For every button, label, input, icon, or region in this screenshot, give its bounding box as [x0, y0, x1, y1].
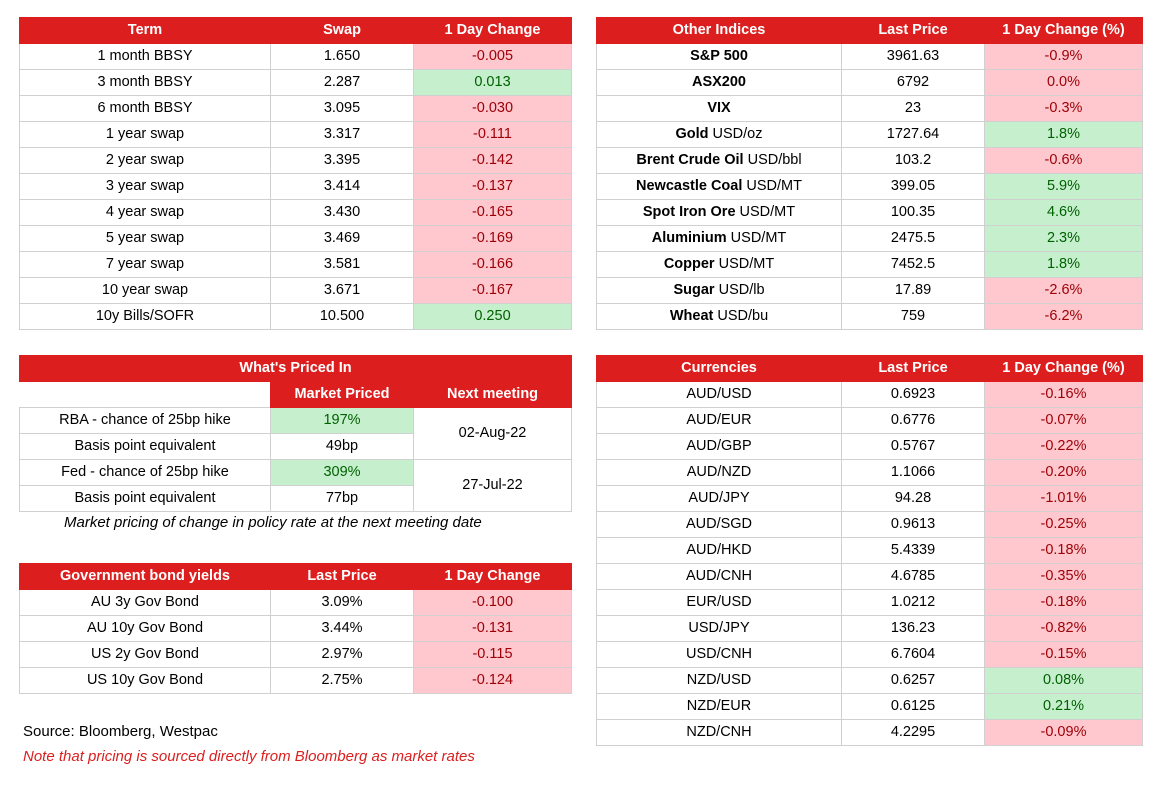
- price-cell: 4.6785: [842, 564, 985, 590]
- change-cell: -0.100: [414, 590, 572, 616]
- table-header-row: [597, 18, 1143, 44]
- change-cell: 4.6%: [985, 200, 1143, 226]
- price-cell: 5.4339: [842, 538, 985, 564]
- table-row: [597, 174, 1143, 200]
- swap-cell: 10.500: [271, 304, 414, 330]
- swap-cell: 3.317: [271, 122, 414, 148]
- index-name: Spot Iron Ore: [642, 204, 736, 220]
- change-cell: -0.20%: [985, 460, 1143, 486]
- price-cell: 1.0212: [842, 590, 985, 616]
- index-name-cell: [597, 226, 842, 252]
- table-row: [597, 512, 1143, 538]
- swap-cell: 2.287: [271, 70, 414, 96]
- table-row: [597, 226, 1143, 252]
- change-cell: -0.18%: [985, 538, 1143, 564]
- term-cell: 1 year swap: [20, 122, 271, 148]
- price-cell: 3.44%: [271, 616, 414, 642]
- table-row: [20, 174, 572, 200]
- column-header: Term: [20, 18, 271, 44]
- table-row: [20, 148, 572, 174]
- table-row: [597, 694, 1143, 720]
- currency-pair-cell: NZD/USD: [597, 668, 842, 694]
- column-header: 1 Day Change: [414, 564, 572, 590]
- change-cell: -0.18%: [985, 590, 1143, 616]
- change-cell: -0.005: [414, 44, 572, 70]
- bond-name-cell: AU 10y Gov Bond: [20, 616, 271, 642]
- currency-pair-cell: USD/JPY: [597, 616, 842, 642]
- table-header-row: [20, 382, 572, 408]
- change-cell: -0.115: [414, 642, 572, 668]
- swap-cell: 3.469: [271, 226, 414, 252]
- index-unit: USD/MT: [735, 204, 796, 220]
- price-cell: 0.6923: [842, 382, 985, 408]
- column-header: Government bond yields: [20, 564, 271, 590]
- index-unit: USD/MT: [714, 256, 775, 272]
- term-cell: 6 month BBSY: [20, 96, 271, 122]
- table-row: [20, 278, 572, 304]
- change-cell: -0.131: [414, 616, 572, 642]
- table-row: [20, 590, 572, 616]
- change-cell: -2.6%: [985, 278, 1143, 304]
- index-unit: USD/MT: [742, 178, 802, 194]
- change-cell: -0.169: [414, 226, 572, 252]
- currency-pair-cell: NZD/CNH: [597, 720, 842, 746]
- source-note: Source: Bloomberg, Westpac: [23, 723, 218, 740]
- table-row: [597, 382, 1143, 408]
- price-cell: 1.1066: [842, 460, 985, 486]
- index-unit: USD/oz: [708, 126, 763, 142]
- table-row: [20, 460, 572, 486]
- table-row: [20, 616, 572, 642]
- index-name-cell: [597, 278, 842, 304]
- price-cell: 2.75%: [271, 668, 414, 694]
- table-row: [597, 720, 1143, 746]
- term-cell: 5 year swap: [20, 226, 271, 252]
- priced-in-note: Market pricing of change in policy rate at the next meeting date: [64, 514, 482, 531]
- table-row: [597, 122, 1143, 148]
- disclaimer-note: Note that pricing is sourced directly from Bloomberg as market rates: [23, 748, 475, 765]
- table-header-row: [20, 564, 572, 590]
- table-row: [597, 70, 1143, 96]
- currency-pair-cell: AUD/GBP: [597, 434, 842, 460]
- row-label: RBA - chance of 25bp hike: [20, 408, 271, 434]
- priced-in-title: What's Priced In: [20, 356, 572, 382]
- swap-cell: 3.395: [271, 148, 414, 174]
- price-cell: 0.9613: [842, 512, 985, 538]
- currency-pair-cell: AUD/HKD: [597, 538, 842, 564]
- currency-pair-cell: AUD/CNH: [597, 564, 842, 590]
- index-name: Wheat: [669, 308, 714, 324]
- change-cell: 0.250: [414, 304, 572, 330]
- currency-pair-cell: AUD/JPY: [597, 486, 842, 512]
- table-row: [597, 200, 1143, 226]
- column-header-market-priced: Market Priced: [271, 382, 414, 408]
- table-row: [597, 590, 1143, 616]
- change-cell: -0.82%: [985, 616, 1143, 642]
- index-name: Gold: [675, 126, 709, 142]
- change-cell: -0.166: [414, 252, 572, 278]
- change-cell: -0.167: [414, 278, 572, 304]
- index-unit: USD/bu: [713, 308, 769, 324]
- table-row: [20, 226, 572, 252]
- change-cell: -0.137: [414, 174, 572, 200]
- table-header-row: [597, 356, 1143, 382]
- index-unit: USD/lb: [714, 282, 765, 298]
- market-priced-value: 197%: [271, 408, 414, 434]
- currency-pair-cell: AUD/NZD: [597, 460, 842, 486]
- price-cell: 3.09%: [271, 590, 414, 616]
- index-name: ASX200: [691, 74, 746, 90]
- change-cell: -0.35%: [985, 564, 1143, 590]
- change-cell: -0.09%: [985, 720, 1143, 746]
- table-row: [20, 252, 572, 278]
- index-name-cell: [597, 70, 842, 96]
- bond-name-cell: AU 3y Gov Bond: [20, 590, 271, 616]
- table-row: [20, 122, 572, 148]
- change-cell: -0.3%: [985, 96, 1143, 122]
- index-name: Sugar: [673, 282, 715, 298]
- swap-cell: 3.430: [271, 200, 414, 226]
- change-cell: -0.6%: [985, 148, 1143, 174]
- currency-pair-cell: USD/CNH: [597, 642, 842, 668]
- rba-next-meeting: 02-Aug-22: [414, 408, 572, 460]
- column-header: Last Price: [271, 564, 414, 590]
- bond-name-cell: US 2y Gov Bond: [20, 642, 271, 668]
- market-priced-value: 49bp: [271, 434, 414, 460]
- price-cell: 136.23: [842, 616, 985, 642]
- term-cell: 2 year swap: [20, 148, 271, 174]
- table-row: [597, 616, 1143, 642]
- table-row: [597, 96, 1143, 122]
- change-cell: 0.21%: [985, 694, 1143, 720]
- change-cell: -0.25%: [985, 512, 1143, 538]
- change-cell: 0.08%: [985, 668, 1143, 694]
- change-cell: -0.07%: [985, 408, 1143, 434]
- index-name-cell: [597, 200, 842, 226]
- change-cell: -0.142: [414, 148, 572, 174]
- change-cell: -1.01%: [985, 486, 1143, 512]
- price-cell: 0.6257: [842, 668, 985, 694]
- table-row: [20, 304, 572, 330]
- change-cell: -0.165: [414, 200, 572, 226]
- term-cell: 10 year swap: [20, 278, 271, 304]
- market-priced-value: 77bp: [271, 486, 414, 512]
- price-cell: 2475.5: [842, 226, 985, 252]
- market-priced-value: 309%: [271, 460, 414, 486]
- column-header: Last Price: [842, 18, 985, 44]
- term-cell: 1 month BBSY: [20, 44, 271, 70]
- index-name: Brent Crude Oil: [636, 152, 744, 168]
- table-title-row: [20, 356, 572, 382]
- change-cell: -0.111: [414, 122, 572, 148]
- index-name: Aluminium: [651, 230, 727, 246]
- index-name-cell: [597, 148, 842, 174]
- price-cell: 4.2295: [842, 720, 985, 746]
- change-cell: 5.9%: [985, 174, 1143, 200]
- table-row: [597, 564, 1143, 590]
- currency-pair-cell: EUR/USD: [597, 590, 842, 616]
- currency-pair-cell: NZD/EUR: [597, 694, 842, 720]
- table-row: [597, 408, 1143, 434]
- term-cell: 10y Bills/SOFR: [20, 304, 271, 330]
- table-row: [597, 668, 1143, 694]
- table-row: [20, 96, 572, 122]
- swap-cell: 1.650: [271, 44, 414, 70]
- index-name-cell: [597, 174, 842, 200]
- table-header-row: [20, 18, 572, 44]
- row-label: Basis point equivalent: [20, 434, 271, 460]
- fed-next-meeting: 27-Jul-22: [414, 460, 572, 512]
- price-cell: 94.28: [842, 486, 985, 512]
- price-cell: 399.05: [842, 174, 985, 200]
- row-label: Fed - chance of 25bp hike: [20, 460, 271, 486]
- table-row: [597, 304, 1143, 330]
- index-unit: USD/MT: [726, 230, 787, 246]
- change-cell: -0.9%: [985, 44, 1143, 70]
- price-cell: 23: [842, 96, 985, 122]
- swap-cell: 3.671: [271, 278, 414, 304]
- change-cell: 1.8%: [985, 122, 1143, 148]
- table-row: [597, 44, 1143, 70]
- change-cell: -0.15%: [985, 642, 1143, 668]
- table-row: [20, 668, 572, 694]
- index-name-cell: [597, 304, 842, 330]
- term-cell: 7 year swap: [20, 252, 271, 278]
- column-header: Other Indices: [597, 18, 842, 44]
- term-cell: 3 month BBSY: [20, 70, 271, 96]
- index-unit: USD/bbl: [743, 152, 802, 168]
- currency-pair-cell: AUD/USD: [597, 382, 842, 408]
- bond-name-cell: US 10y Gov Bond: [20, 668, 271, 694]
- currency-pair-cell: AUD/EUR: [597, 408, 842, 434]
- whats-priced-in-table: [19, 355, 572, 512]
- currency-pair-cell: AUD/SGD: [597, 512, 842, 538]
- index-name-cell: [597, 96, 842, 122]
- change-cell: -0.030: [414, 96, 572, 122]
- price-cell: 2.97%: [271, 642, 414, 668]
- swap-rates-table: [19, 17, 572, 330]
- column-header: 1 Day Change (%): [985, 356, 1143, 382]
- government-bond-yields-table: [19, 563, 572, 694]
- price-cell: 0.5767: [842, 434, 985, 460]
- price-cell: 0.6776: [842, 408, 985, 434]
- column-header: Last Price: [842, 356, 985, 382]
- price-cell: 6792: [842, 70, 985, 96]
- price-cell: 759: [842, 304, 985, 330]
- term-cell: 4 year swap: [20, 200, 271, 226]
- table-row: [597, 538, 1143, 564]
- price-cell: 17.89: [842, 278, 985, 304]
- table-row: [20, 408, 572, 434]
- table-row: [20, 44, 572, 70]
- table-row: [20, 70, 572, 96]
- price-cell: 0.6125: [842, 694, 985, 720]
- empty-header-cell: [20, 382, 271, 408]
- price-cell: 103.2: [842, 148, 985, 174]
- change-cell: 0.0%: [985, 70, 1143, 96]
- table-row: [597, 642, 1143, 668]
- change-cell: 2.3%: [985, 226, 1143, 252]
- term-cell: 3 year swap: [20, 174, 271, 200]
- swap-cell: 3.414: [271, 174, 414, 200]
- price-cell: 7452.5: [842, 252, 985, 278]
- currencies-table: [596, 355, 1143, 746]
- price-cell: 1727.64: [842, 122, 985, 148]
- table-row: [597, 486, 1143, 512]
- table-row: [597, 460, 1143, 486]
- column-header: Swap: [271, 18, 414, 44]
- change-cell: -0.22%: [985, 434, 1143, 460]
- change-cell: 0.013: [414, 70, 572, 96]
- swap-cell: 3.095: [271, 96, 414, 122]
- table-row: [20, 200, 572, 226]
- change-cell: -6.2%: [985, 304, 1143, 330]
- price-cell: 6.7604: [842, 642, 985, 668]
- table-row: [597, 148, 1143, 174]
- row-label: Basis point equivalent: [20, 486, 271, 512]
- column-header: 1 Day Change: [414, 18, 572, 44]
- column-header: 1 Day Change (%): [985, 18, 1143, 44]
- index-name-cell: [597, 44, 842, 70]
- index-name: VIX: [707, 100, 731, 116]
- table-row: [597, 434, 1143, 460]
- price-cell: 3961.63: [842, 44, 985, 70]
- swap-cell: 3.581: [271, 252, 414, 278]
- index-name-cell: [597, 122, 842, 148]
- column-header-next-meeting: Next meeting: [414, 382, 572, 408]
- index-name: S&P 500: [690, 48, 748, 64]
- change-cell: -0.124: [414, 668, 572, 694]
- table-row: [597, 252, 1143, 278]
- other-indices-table: [596, 17, 1143, 330]
- index-name: Newcastle Coal: [636, 178, 743, 194]
- index-name: Copper: [663, 256, 715, 272]
- table-row: [20, 642, 572, 668]
- change-cell: 1.8%: [985, 252, 1143, 278]
- change-cell: -0.16%: [985, 382, 1143, 408]
- index-name-cell: [597, 252, 842, 278]
- price-cell: 100.35: [842, 200, 985, 226]
- table-row: [597, 278, 1143, 304]
- column-header: Currencies: [597, 356, 842, 382]
